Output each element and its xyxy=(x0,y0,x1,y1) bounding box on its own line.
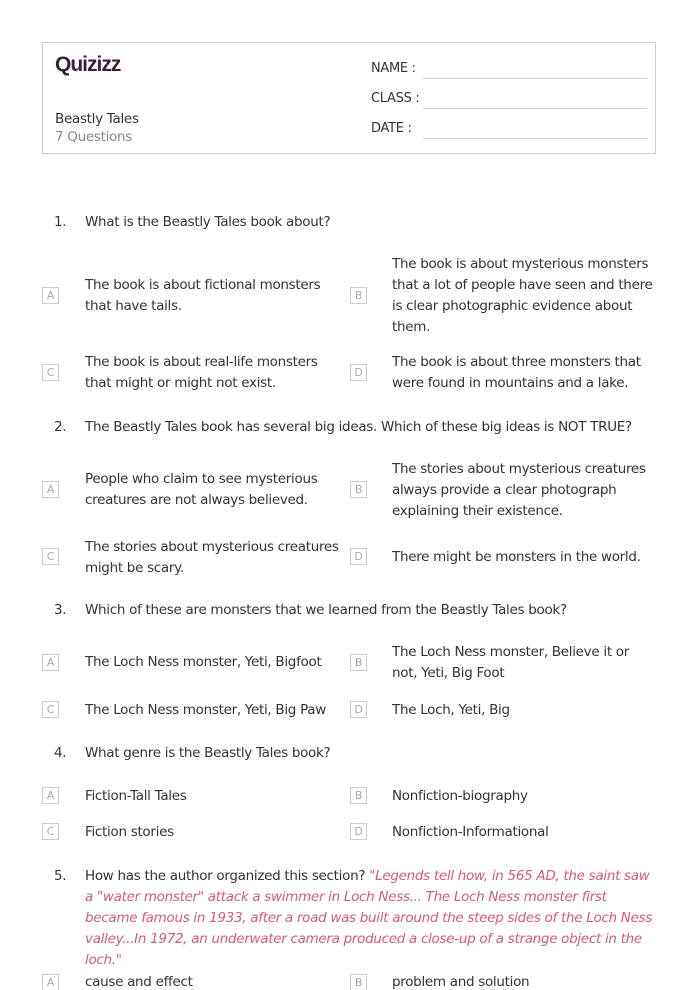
option-letter-box[interactable]: B xyxy=(350,481,367,498)
option-text: Fiction stories xyxy=(85,824,174,840)
option-letter-box[interactable]: A xyxy=(42,481,59,498)
option-letter-box[interactable]: B xyxy=(350,287,367,304)
option-letter-box[interactable]: C xyxy=(42,701,59,718)
option-text: Nonfiction-Informational xyxy=(392,824,549,840)
question-text: Which of these are monsters that we learned from the Beastly Tales book? xyxy=(85,602,567,618)
option-text: The Loch Ness monster, Believe it or not, Yeti, Big Foot xyxy=(392,644,630,681)
question-text: How has the author organized this section? xyxy=(85,868,366,884)
option-text: There might be monsters in the world. xyxy=(392,549,641,565)
option-text: Nonfiction-biography xyxy=(392,788,528,804)
worksheet-title: Beastly Tales xyxy=(55,111,139,127)
question-number: 3. xyxy=(54,602,67,618)
date-label: DATE : xyxy=(371,121,412,136)
class-label: CLASS : xyxy=(371,91,420,106)
question-number: 4. xyxy=(54,745,67,761)
option-text: cause and effect xyxy=(85,974,193,990)
option-text: People who claim to see mysterious creatures are not always believed. xyxy=(85,471,318,508)
option-letter-box[interactable]: D xyxy=(350,548,367,565)
question-quote: "Legends tell how, in 565 AD, the saint saw a "water monster" attack a swimmer in Loch Ness... The Loch Ness monster first became famous in 1933, after a road was built around the steep sides of the Loch Ness valley...In 1972, an underwater camera produced a close-up of a strange object in the loch." xyxy=(85,868,653,968)
option-letter-box[interactable]: D xyxy=(350,823,367,840)
option-text: The stories about mysterious creatures always provide a clear photograph explaining their existence. xyxy=(392,461,646,519)
option-letter-box[interactable]: A xyxy=(42,787,59,804)
worksheet-header xyxy=(42,42,656,154)
name-field[interactable] xyxy=(423,78,647,79)
option-letter-box[interactable]: A xyxy=(42,974,59,990)
option-letter-box[interactable]: B xyxy=(350,654,367,671)
question-number: 2. xyxy=(54,419,67,435)
option-text: The Loch Ness monster, Yeti, Big Paw xyxy=(85,702,327,718)
question-count: 7 Questions xyxy=(55,129,132,145)
option-letter-box[interactable]: D xyxy=(350,364,367,381)
option-text: The book is about mysterious monsters that a lot of people have seen and there is clear photographic evidence about them. xyxy=(392,256,653,335)
option-letter-box[interactable]: A xyxy=(42,287,59,304)
option-text: Fiction-Tall Tales xyxy=(85,788,187,804)
option-letter-box[interactable]: C xyxy=(42,364,59,381)
class-field[interactable] xyxy=(423,108,647,109)
option-text: The Loch, Yeti, Big xyxy=(392,702,510,718)
option-text: The stories about mysterious creatures might be scary. xyxy=(85,539,339,576)
question-text-wrapper xyxy=(85,866,655,971)
option-letter-box[interactable]: B xyxy=(350,974,367,990)
option-text: The book is about real-life monsters that might or might not exist. xyxy=(85,354,318,391)
question-number: 1. xyxy=(54,214,67,230)
quizizz-logo: Quizizz xyxy=(55,53,121,76)
question-text: The Beastly Tales book has several big ideas. Which of these big ideas is NOT TRUE? xyxy=(85,419,632,435)
option-letter-box[interactable]: D xyxy=(350,701,367,718)
option-letter-box[interactable]: C xyxy=(42,548,59,565)
option-letter-box[interactable]: A xyxy=(42,654,59,671)
question-text: What is the Beastly Tales book about? xyxy=(85,214,331,230)
option-text: problem and solution xyxy=(392,974,530,990)
question-text: What genre is the Beastly Tales book? xyxy=(85,745,331,761)
name-label: NAME : xyxy=(371,61,416,76)
option-letter-box[interactable]: C xyxy=(42,823,59,840)
option-text: The book is about three monsters that were found in mountains and a lake. xyxy=(392,354,641,391)
question-number: 5. xyxy=(54,868,67,884)
date-field[interactable] xyxy=(423,138,647,139)
option-letter-box[interactable]: B xyxy=(350,787,367,804)
option-text: The book is about fictional monsters that have tails. xyxy=(85,277,321,314)
option-text: The Loch Ness monster, Yeti, Bigfoot xyxy=(85,654,322,670)
